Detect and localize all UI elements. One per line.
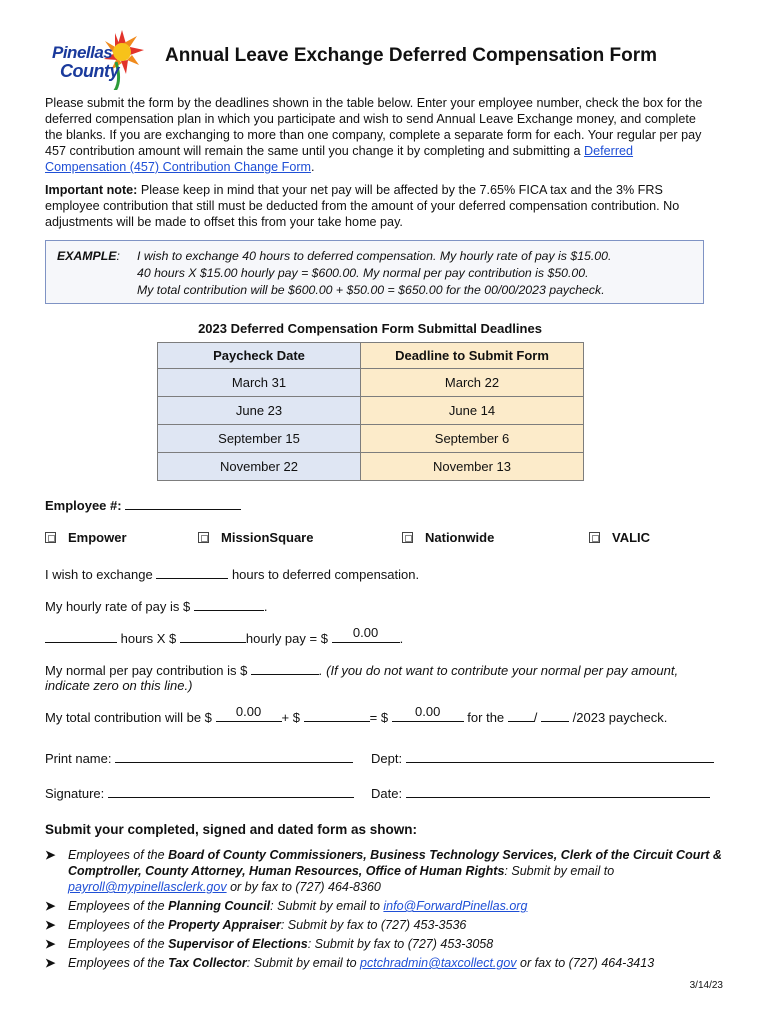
deadlines-table-title: 2023 Deferred Compensation Form Submittal Deadlines (198, 321, 542, 336)
contribution-change-form-link[interactable]: Deferred Compensation (457) Contribution Change Form (45, 144, 634, 174)
calc-hours-field[interactable] (45, 630, 117, 643)
intro-paragraph (45, 95, 705, 175)
page-title: Annual Leave Exchange Deferred Compensation Form (165, 45, 658, 66)
column-header-paycheck-date: Paycheck Date (158, 343, 361, 369)
pinellas-county-logo (50, 30, 145, 90)
print-name-label: Print name: (45, 751, 112, 766)
total-normal-field[interactable] (304, 709, 370, 722)
plan-label: Empower (68, 530, 127, 545)
date-field[interactable] (406, 785, 710, 798)
total-sum-field[interactable] (392, 704, 464, 722)
column-header-deadline: Deadline to Submit Form (361, 343, 584, 369)
important-note (45, 182, 705, 230)
item-instructions: : Submit by fax to (727) 453-3536 (280, 918, 467, 932)
normal-contribution-label: My normal per pay contribution is $ (45, 663, 248, 678)
paycheck-month-field[interactable] (508, 709, 534, 722)
employee-number-row (45, 497, 241, 513)
deadline-cell: September 6 (361, 425, 584, 453)
item-departments: Board of County Commissioners, Business Technology Services, Clerk of the Circuit Court & Comptroller, County Attorney, Human Resources, Office of Human Rights (68, 848, 722, 878)
item-fax: or fax to (727) 464-3413 (516, 956, 655, 970)
list-item (45, 936, 735, 952)
date-label: Date: (371, 786, 403, 801)
item-prefix: Employees of the (68, 918, 169, 932)
example-box (45, 240, 704, 304)
checkbox-icon[interactable] (198, 532, 209, 543)
plan-option-valic[interactable] (589, 530, 650, 545)
employee-number-field[interactable] (125, 497, 241, 510)
item-instructions: : Submit by fax to (727) 453-3058 (307, 937, 494, 951)
list-item (45, 847, 735, 895)
email-link[interactable]: payroll@mypinellasclerk.gov (68, 880, 227, 894)
hourly-rate-row (45, 598, 267, 614)
item-instructions: : Submit by email to (246, 956, 361, 970)
item-instructions: : Submit by email to (270, 899, 384, 913)
total-exchange-value: 0.00 (235, 704, 262, 719)
item-departments: Supervisor of Elections (168, 937, 308, 951)
normal-contribution-note: . (If you do not want to contribute your normal per pay amount, (318, 663, 679, 678)
submit-instructions-list (45, 847, 735, 974)
plan-label: MissionSquare (221, 530, 314, 545)
email-link[interactable]: pctchradmin@taxcollect.gov (360, 956, 517, 970)
signature-row (45, 785, 354, 801)
calc-end: . (399, 631, 404, 646)
item-prefix: Employees of the (68, 848, 169, 862)
deadlines-table (157, 342, 584, 481)
calculation-row (45, 625, 404, 646)
exchange-hours-label: I wish to exchange (45, 567, 153, 582)
example-colon: : (116, 249, 120, 263)
plan-option-empower[interactable] (45, 530, 127, 545)
plan-label: VALIC (612, 530, 651, 545)
item-instructions: : Submit by email to (504, 864, 615, 878)
arrow-bullet-icon: ➤ (45, 899, 56, 913)
arrow-bullet-icon: ➤ (45, 956, 56, 970)
plan-option-missionsquare[interactable] (198, 530, 313, 545)
plus-label: + $ (281, 710, 300, 725)
exchange-hours-row (45, 566, 419, 582)
list-item (45, 955, 735, 971)
item-prefix: Employees of the (68, 899, 169, 913)
item-prefix: Employees of the (68, 956, 169, 970)
header (50, 30, 730, 90)
table-row (158, 369, 584, 397)
intro-text: Please submit the form by the deadlines shown in the table below. Enter your employee number, check the box for the deferred compensation plan in which you participate and wish to send Annual Leave Exchange money, and complete the blanks. If you are exchanging to more than one company, complete a separate form for each. Your regular per pay 457 contribution amount will remain the same until you change it by completing and submitting a (45, 96, 703, 158)
deadline-cell: November 13 (361, 453, 584, 481)
example-label (57, 248, 137, 265)
revision-date: 3/14/23 (689, 980, 723, 991)
calc-pay-label: hourly pay = $ (245, 631, 328, 646)
hourly-rate-period: . (263, 599, 268, 614)
item-departments: Tax Collector (168, 956, 247, 970)
table-row (158, 453, 584, 481)
paycheck-year-label: /2023 paycheck. (572, 710, 668, 725)
exchange-hours-field[interactable] (156, 566, 228, 579)
normal-contribution-note-line2: indicate zero on this line.) (45, 678, 193, 693)
example-line-3: My total contribution will be $600.00 + $50.00 = $650.00 for the 00/00/2023 paycheck. (137, 283, 605, 297)
logo-line-2: County (60, 61, 119, 81)
important-note-label: Important note: (45, 183, 138, 197)
total-exchange-field[interactable] (216, 704, 282, 722)
submit-instructions-title: Submit your completed, signed and dated form as shown: (45, 822, 418, 837)
arrow-bullet-icon: ➤ (45, 848, 56, 862)
table-row (158, 425, 584, 453)
signature-label: Signature: (45, 786, 105, 801)
paycheck-date-cell: November 22 (158, 453, 361, 481)
checkbox-icon[interactable] (45, 532, 56, 543)
for-the-label: for the (467, 710, 505, 725)
deadline-cell: March 22 (361, 369, 584, 397)
plan-option-nationwide[interactable] (402, 530, 494, 545)
dept-row (371, 750, 714, 766)
checkbox-icon[interactable] (589, 532, 600, 543)
plan-label: Nationwide (425, 530, 495, 545)
calc-pay-total-field[interactable] (332, 625, 400, 643)
logo-line-1: Pinellas (52, 43, 113, 62)
normal-contribution-row (45, 662, 678, 678)
dept-label: Dept: (371, 751, 403, 766)
intro-end: . (311, 160, 315, 174)
calc-pay-total-value: 0.00 (352, 625, 379, 640)
table-row (158, 397, 584, 425)
paycheck-day-field[interactable] (541, 709, 569, 722)
calc-hours-label: hours X $ (120, 631, 177, 646)
checkbox-icon[interactable] (402, 532, 413, 543)
employee-number-label: Employee #: (45, 498, 122, 513)
example-line-1: I wish to exchange 40 hours to deferred compensation. My hourly rate of pay is $15.00. (137, 249, 612, 263)
paycheck-date-cell: June 23 (158, 397, 361, 425)
item-fax: or by fax to (727) 464-8360 (226, 880, 381, 894)
arrow-bullet-icon: ➤ (45, 918, 56, 932)
calc-rate-field[interactable] (180, 630, 246, 643)
date-slash: / (533, 710, 538, 725)
table-header-row (158, 343, 584, 369)
normal-contribution-field[interactable] (251, 662, 319, 675)
print-name-field[interactable] (115, 750, 353, 763)
print-name-row (45, 750, 353, 766)
date-row (371, 785, 710, 801)
total-contribution-label: My total contribution will be $ (45, 710, 212, 725)
item-departments: Property Appraiser (168, 918, 281, 932)
total-sum-value: 0.00 (415, 704, 441, 719)
list-item (45, 898, 735, 914)
signature-field[interactable] (108, 785, 354, 798)
paycheck-date-cell: September 15 (158, 425, 361, 453)
example-label-text: EXAMPLE (57, 249, 117, 263)
list-item (45, 917, 735, 933)
dept-field[interactable] (406, 750, 714, 763)
arrow-bullet-icon: ➤ (45, 937, 56, 951)
item-departments: Planning Council (168, 899, 271, 913)
item-prefix: Employees of the (68, 937, 169, 951)
equals-label: = $ (369, 710, 389, 725)
deadline-cell: June 14 (361, 397, 584, 425)
example-line-2: 40 hours X $15.00 hourly pay = $600.00. My normal per pay contribution is $50.00. (137, 266, 589, 280)
exchange-hours-suffix: hours to deferred compensation. (231, 567, 420, 582)
email-link[interactable]: info@ForwardPinellas.org (383, 899, 528, 913)
important-note-text: Please keep in mind that your net pay will be affected by the 7.65% FICA tax and the 3% FRS employee contribution that still must be deducted from the amount of your deferred compensation contribution. No adjustments will be made to offset this from your take home pay. (45, 183, 680, 229)
hourly-rate-label: My hourly rate of pay is $ (45, 599, 191, 614)
paycheck-date-cell: March 31 (158, 369, 361, 397)
hourly-rate-field[interactable] (194, 598, 264, 611)
total-contribution-row (45, 704, 668, 725)
